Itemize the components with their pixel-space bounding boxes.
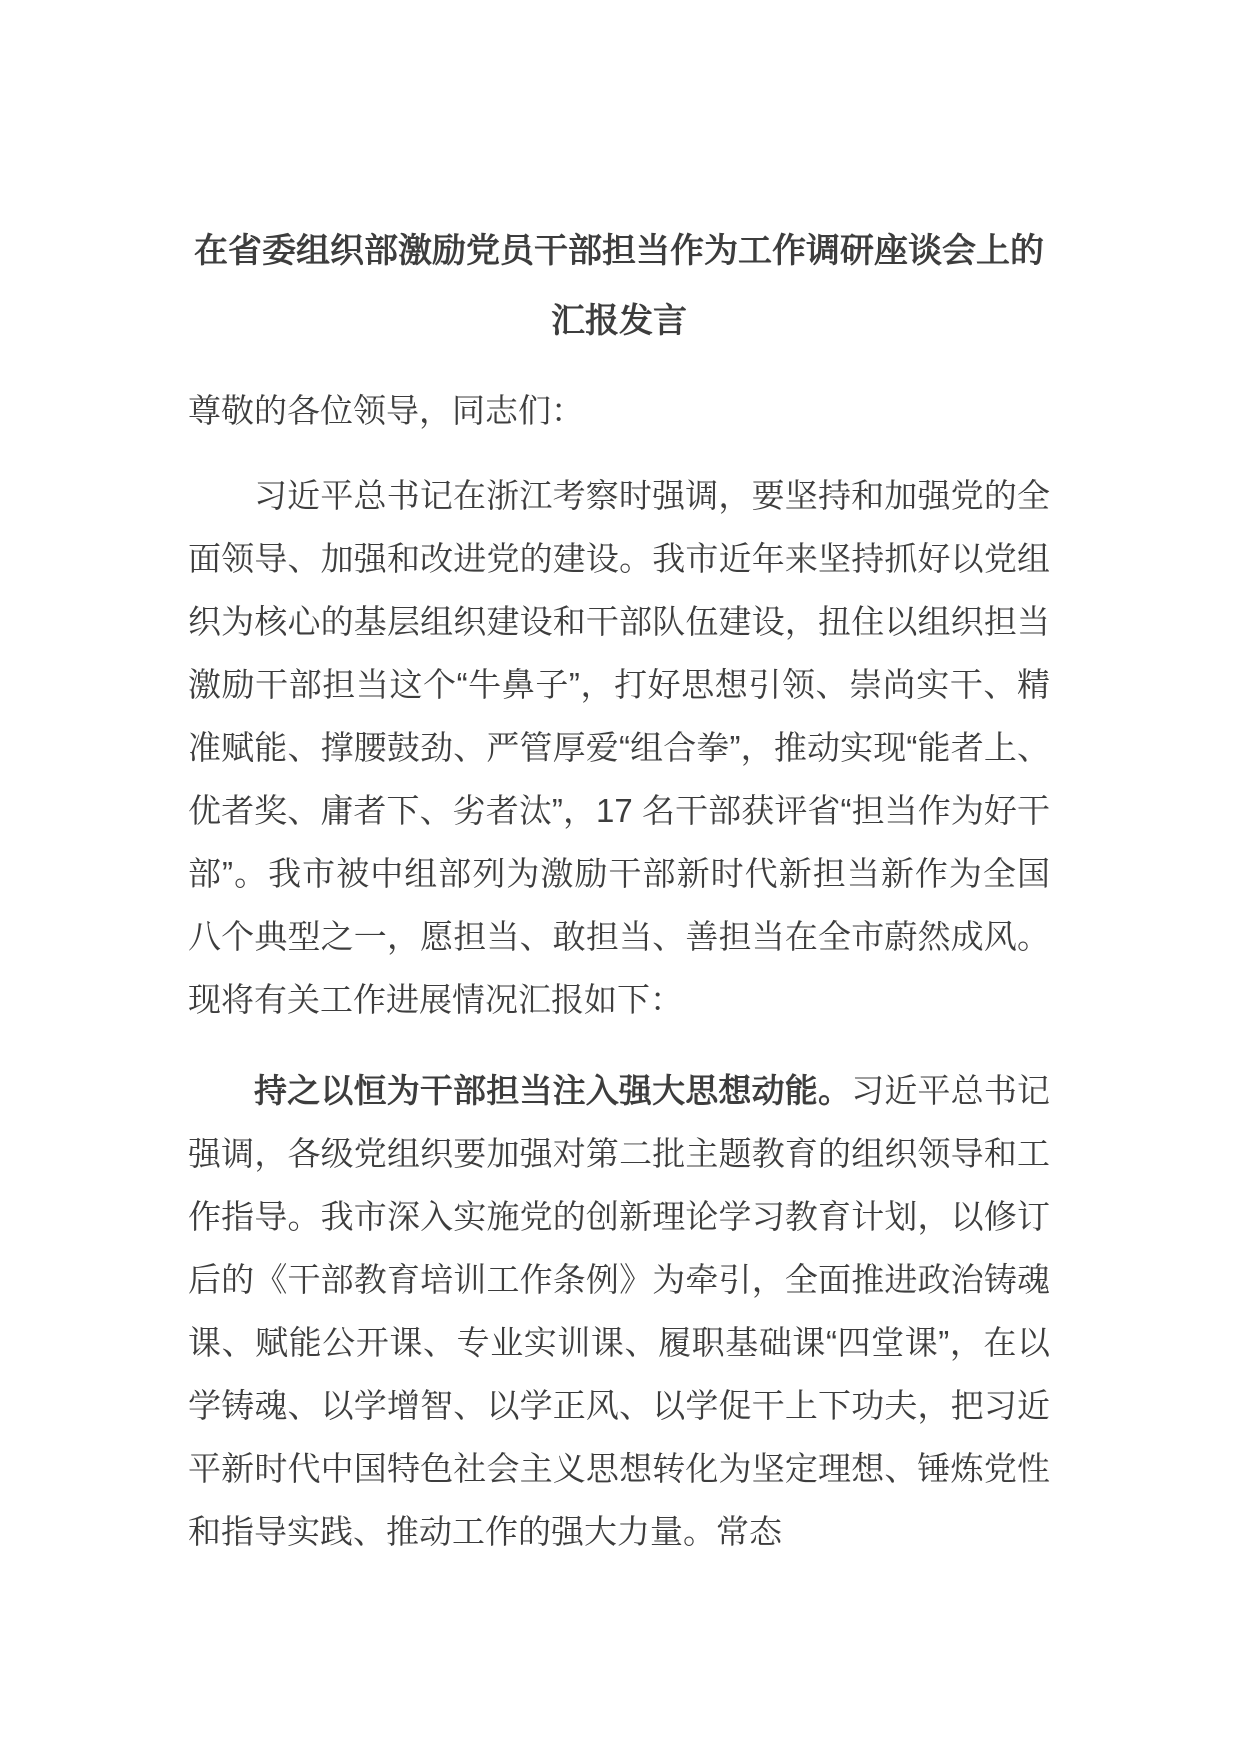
- paragraph-2-bold-lead: 持之以恒为干部担当注入强大思想动能。: [254, 1071, 852, 1109]
- document-title-line-1: 在省委组织部激励党员干部担当作为工作调研座谈会上的: [194, 231, 1044, 270]
- paragraph-2: [188, 1059, 1050, 1563]
- paragraph-1: 习近平总书记在浙江考察时强调，要坚持和加强党的全面领导、加强和改进党的建设。我市近年来坚持抓好以党组织为核心的基层组织建设和干部队伍建设，扭住以组织担当激励干部担当这个“牛鼻子”，打好思想引领、崇尚实干、精准赋能、撑腰鼓劲、严管厚爱“组合拳”，推动实现“能者上、优者奖、庸者下、劣者汰”，17 名干部获评省“担当作为好干部”。我市被中组部列为激励干部新时代新担当新作为全国八个典型之一，愿担当、敢担当、善担当在全市蔚然成风。现将有关工作进展情况汇报如下：: [188, 476, 1050, 1018]
- salutation-line: 尊敬的各位领导，同志们：: [188, 391, 584, 429]
- document-title: [188, 216, 1050, 356]
- document-title-line-2: 汇报发言: [551, 301, 687, 340]
- paragraph-2-body-text: 习近平总书记强调，各级党组织要加强对第二批主题教育的组织领导和工作指导。我市深入实施党的创新理论学习教育计划，以修订后的《干部教育培训工作条例》为牵引，全面推进政治铸魂课、赋能公开课、专业实训课、履职基础课“四堂课”，在以学铸魂、以学增智、以学正风、以学促干上下功夫，把习近平新时代中国特色社会主义思想转化为坚定理想、锤炼党性和指导实践、推动工作的强大力量。常态: [188, 1071, 1051, 1550]
